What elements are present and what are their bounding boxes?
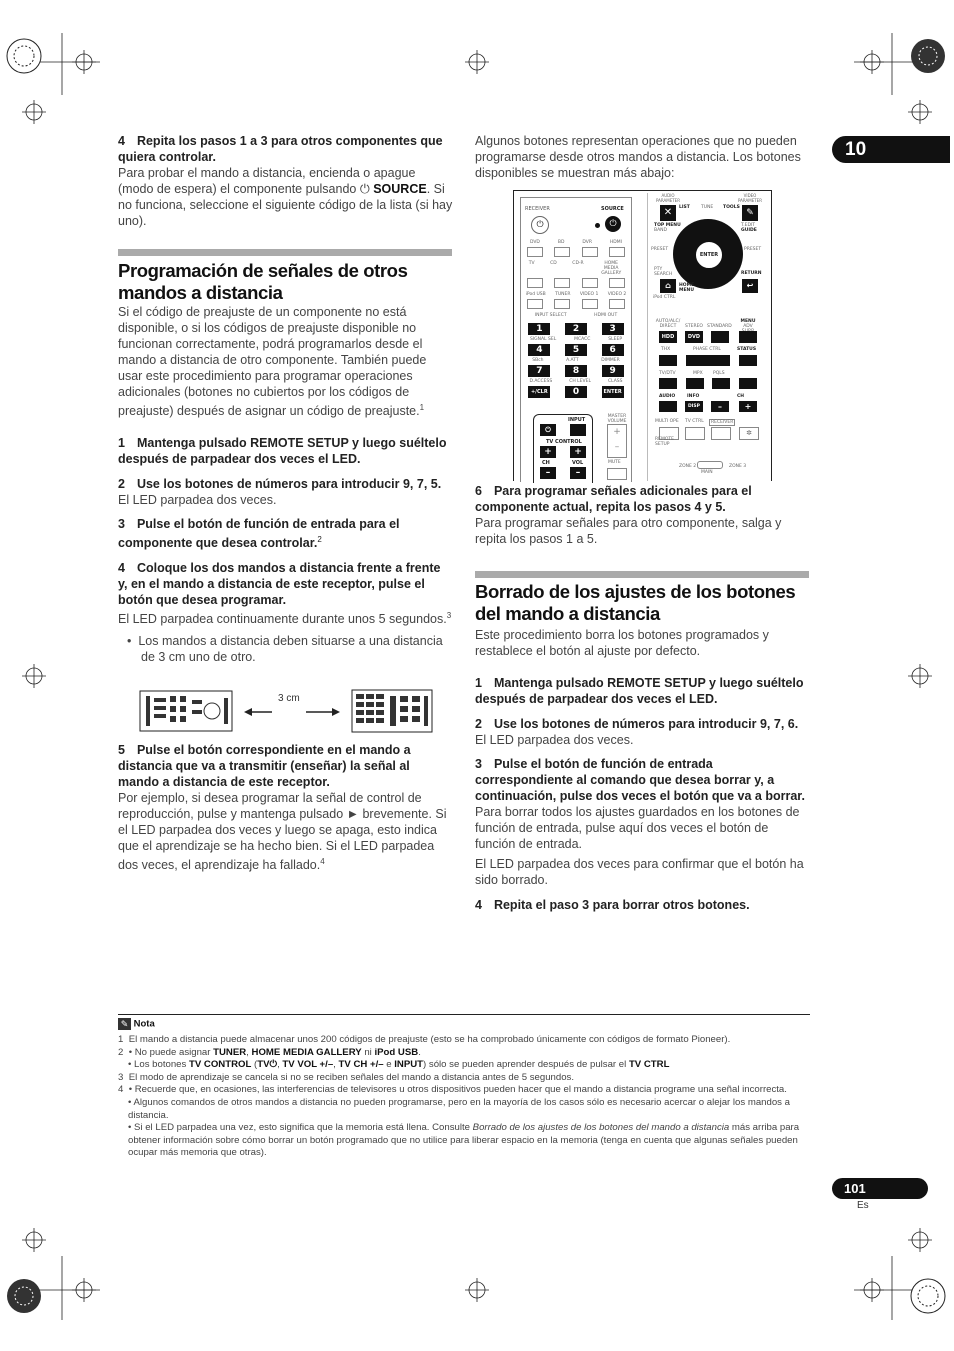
step-heading: 6 Para programar señales adicionales para el componente actual, repita los pasos 4 y 5. — [475, 484, 752, 514]
step-heading: 3 Pulse el botón de función de entrada correspondiente al comando que desea borrar y, a continuación, pulse dos veces el botón que va a borrar. — [475, 757, 805, 803]
body-text: Este procedimiento borra los botones programados y restablece el botón al ajuste por defecto. — [475, 628, 769, 658]
step-heading: 4 Coloque los dos mandos a distancia frente a frente y, en el mando a distancia de este receptor, pulse el botón que desea programar. — [118, 561, 441, 608]
remote-right-panel: AUDIO PARAMETER VIDEO PARAMETER ✕ ✎ LIST TUNE TOOLS TOP MENU BAND T.EDIT GUIDE PRESET PRESET ENTER PTY SEARCH RETURN ⌂ HOME MENU ↩ iPod CTRL AUTO/ALC/ DIRECT STEREO STANDARD MENU ADV HDD DVD THX PHASE CTRL STATUS TV/DTV MPX PQLS AUDIO INFO CH DISP – + MULTI OPE TV CTRL RECEIVER ✲ REMOTE SETUP ZONE 2 ZONE 3 MAIN — [651, 193, 762, 475]
note-icon: ✎ — [118, 1018, 131, 1030]
receiver-power-button[interactable]: ⏻ — [531, 216, 549, 234]
key-button[interactable]: 8 — [565, 365, 587, 377]
mute-button[interactable] — [607, 468, 627, 480]
tv-vol-up-button[interactable]: + — [570, 446, 586, 458]
dvd-button[interactable]: DVD — [685, 331, 703, 343]
tv-control-panel: INPUT ⏻ TV CONTROL + + CH VOL – – — [533, 414, 593, 483]
right-column-intro — [475, 133, 810, 181]
transport-buttons-row2 — [659, 378, 757, 389]
step-heading: 2 Use los botones de números para introducir 9, 7, 5. — [118, 477, 442, 492]
body-text: El LED parpadea continuamente durante unos 5 segundos.$^3$ — [118, 611, 452, 627]
bullet-item: • Los mandos a distancia deben situarse a una distancia de 3 cm uno de otro. — [127, 634, 443, 665]
power-icon: ⏻ — [359, 182, 370, 196]
tv-input-button[interactable] — [570, 424, 586, 436]
key-button[interactable]: 9 — [602, 365, 624, 377]
input-buttons: DVD BD DVR HDMI TV CD CD-R HOME MEDIA GALLERY iPod USB TUNER VIDEO 1 VIDEO 2 INPUT SELECT HDMI OUT — [525, 240, 627, 318]
right-column-step6 — [475, 483, 810, 547]
led-indicator — [595, 223, 600, 228]
light-icon[interactable]: ✲ — [739, 427, 759, 440]
body-text: Para programar señales para otro componente, salga y repita los pasos 1 a 5. — [475, 516, 782, 546]
key-button[interactable]: 2 — [565, 323, 587, 335]
footnote: • Algunos comandos de otros mandos a distancia no pueden programarse, pero en la mayoría de los casos sólo es necesario acercar o alejar los mandos a distancia. — [128, 1097, 790, 1121]
key-button[interactable]: 1 — [528, 323, 550, 335]
step-heading: 3 Pulse el botón de función de entrada para el componente que desea controlar.$^2$ — [118, 517, 400, 551]
nav-enter-button[interactable]: ENTER — [695, 241, 723, 269]
menu-button[interactable] — [739, 331, 757, 343]
source-label: SOURCE — [601, 206, 624, 212]
step-heading: 2 Use los botones de números para introducir 9, 7, 6. — [475, 717, 799, 731]
language-code: Es — [857, 1200, 869, 1211]
section-title: Borrado de los ajustes de los botones del mando a distancia — [475, 581, 796, 624]
key-button[interactable]: 5 — [565, 344, 587, 356]
enter-button[interactable]: ENTER — [602, 386, 624, 398]
section-divider — [118, 249, 452, 256]
body-text: Para probar el mando a distancia, encienda o apague (modo de espera) el componente pulsando ⏻ SOURCE. Si no funciona, seleccione el siguiente código de la lista (si hay uno). — [118, 166, 453, 228]
body-text: Si el código de preajuste de un componente no está disponible, o si los códigos de preajuste disponible no funcionan correctamente, podrá programarlos desde el mando a distancia de otro componente. También puede usar este procedimiento para programar operaciones adicionales (botones no cubiertos por los códigos de preajuste) después de asignar un código de preajuste.$^1$ — [118, 305, 427, 419]
remote-left-panel: RECEIVER SOURCE ⏻ ⏻ DVD BD DVR HDMI TV CD CD-R HOME MEDIA GALLERY iPod USB TUNER VIDEO 1 VIDEO 2 INPUT SELECT HDMI OUT 1 2 3 SIGNAL SEL MCACC SLEEP 4 5 6 SBch A.ATT DIMMER 7 8 9 D.ACCESS CH LEVEL CLASS +/CLR 0 ENTER INPUT ⏻ TV CONTROL + + CH VOL – – MASTER VOLUME + – MUTE — [520, 197, 632, 482]
body-text: El LED parpadea dos veces para confirmar que el botón ha sido borrado. — [475, 857, 804, 887]
return-button[interactable]: ↩ — [742, 279, 758, 293]
tv-vol-down-button[interactable]: – — [570, 467, 586, 479]
transport-buttons-row1 — [659, 355, 757, 366]
footnote: 3 El modo de aprendizaje se cancela si no se reciben señales del mando a distancia antes de 5 segundos. — [118, 1071, 575, 1083]
notes-divider — [118, 1014, 810, 1015]
chapter-tab: 10 — [832, 136, 950, 163]
ch-down-button[interactable]: – — [711, 401, 729, 412]
notes-header: ✎ Nota — [118, 1018, 810, 1031]
receiver-label: RECEIVER — [525, 206, 550, 212]
footnote: • Si el LED parpadea una vez, esto significa que la memoria está llena. Consulte Borrado de los ajustes de los botones del mando a distancia más arriba para obtener información sobre cómo borrar un botón programado que no utilice para liberar espacio en la memoria (tenga en cuenta que algunas señales pueden ocupar más memoria que otras). — [128, 1122, 800, 1159]
numeric-keypad: 1 2 3 SIGNAL SEL MCACC SLEEP 4 5 6 SBch A.ATT DIMMER 7 8 9 D.ACCESS CH LEVEL CLASS +/CLR 0 ENTER — [529, 324, 623, 397]
body-text: Para borrar todos los ajustes guardados en los botones de función de entrada, pulse aquí dos veces el botón de función de entrada. — [475, 805, 800, 851]
left-column — [118, 133, 453, 229]
remote-illustration — [513, 190, 772, 481]
body-text: Por ejemplo, si desea programar la señal de control de reproducción, pulse y mantenga pulsado ► brevemente. Si el LED parpadea dos veces y luego se apaga, esto indica que el aprendizaje se ha hecho bien. Si el LED parpadea dos veces, el aprendizaje ha fallado.$^4$ — [118, 791, 447, 873]
left-column-step5 — [118, 742, 453, 873]
body-text: Algunos botones representan operaciones que no pueden programarse desde otros mandos a distancia. Los botones disponibles se muestran más abajo: — [475, 134, 801, 180]
hdd-button[interactable]: HDD — [659, 331, 677, 343]
footnote: • Los botones TV CONTROL (TV⏻, TV VOL +/–, TV CH +/– e INPUT) sólo se pueden aprender después de pulsar el TV CTRL — [128, 1059, 670, 1071]
clear-button[interactable]: +/CLR — [528, 386, 550, 398]
footnote: 1 El mando a distancia puede almacenar unos 200 códigos de preajuste (esto se ha comprobado únicamente con códigos de formato Pioneer). — [118, 1034, 731, 1046]
key-button[interactable]: 3 — [602, 323, 624, 335]
zone-slider[interactable] — [697, 461, 723, 469]
step-heading: 4 Repita el paso 3 para borrar otros botones. — [475, 898, 750, 912]
tv-ch-down-button[interactable]: – — [540, 467, 556, 479]
audio-button[interactable] — [659, 401, 677, 412]
page-number: 101 — [832, 1178, 928, 1199]
body-text: El LED parpadea dos veces. — [475, 733, 634, 747]
key-button[interactable]: 4 — [528, 344, 550, 356]
footnotes — [118, 1018, 810, 1160]
key-button[interactable]: 0 — [565, 386, 587, 398]
tv-ctrl-button[interactable] — [685, 427, 705, 440]
step-heading: 1 Mantenga pulsado REMOTE SETUP y luego suéltelo después de parpadear dos veces el LED. — [475, 676, 804, 706]
ch-up-button[interactable]: + — [739, 401, 757, 412]
step-heading: 5 Pulse el botón correspondiente en el mando a distancia que va a transmitir (enseñar) la señal al mando a distancia de este receptor. — [118, 743, 411, 789]
left-column-body — [118, 304, 453, 665]
key-button[interactable]: 6 — [602, 344, 624, 356]
video-parameter-button[interactable]: ✎ — [742, 205, 758, 221]
key-button[interactable]: 7 — [528, 365, 550, 377]
body-text: El LED parpadea dos veces. — [118, 493, 277, 508]
right-column-body — [475, 627, 810, 913]
step-heading: 4 Repita los pasos 1 a 3 para otros componentes que quiera controlar. — [118, 134, 443, 164]
section-title: Programación de señales de otros mandos a distancia — [118, 260, 408, 303]
receiver-button[interactable] — [711, 427, 731, 440]
footnote: 2 • No puede asignar TUNER, HOME MEDIA GALLERY ni iPod USB. — [118, 1046, 421, 1058]
standard-button[interactable] — [711, 331, 729, 343]
source-power-button[interactable]: ⏻ — [605, 216, 621, 232]
footnote: 4 • Recuerde que, en ocasiones, las interferencias de televisores u otros dispositivos pueden hacer que el mando a distancia programe una señal incorrecta. — [118, 1084, 787, 1096]
section-divider — [475, 571, 809, 578]
audio-parameter-button[interactable]: ✕ — [660, 205, 676, 221]
tv-power-button[interactable]: ⏻ — [540, 424, 556, 436]
remote-divider — [647, 193, 648, 481]
home-menu-button[interactable]: ⌂ — [660, 279, 676, 293]
remotes-facing-illustration — [138, 688, 434, 736]
master-volume-rocker[interactable]: + – — [607, 424, 627, 458]
disp-button[interactable]: DISP — [685, 401, 703, 412]
distance-label: 3 cm — [278, 693, 300, 704]
tv-ch-up-button[interactable]: + — [540, 446, 556, 458]
step-heading: 1 Mantenga pulsado REMOTE SETUP y luego suéltelo después de parpadear dos veces el LED. — [118, 436, 447, 467]
